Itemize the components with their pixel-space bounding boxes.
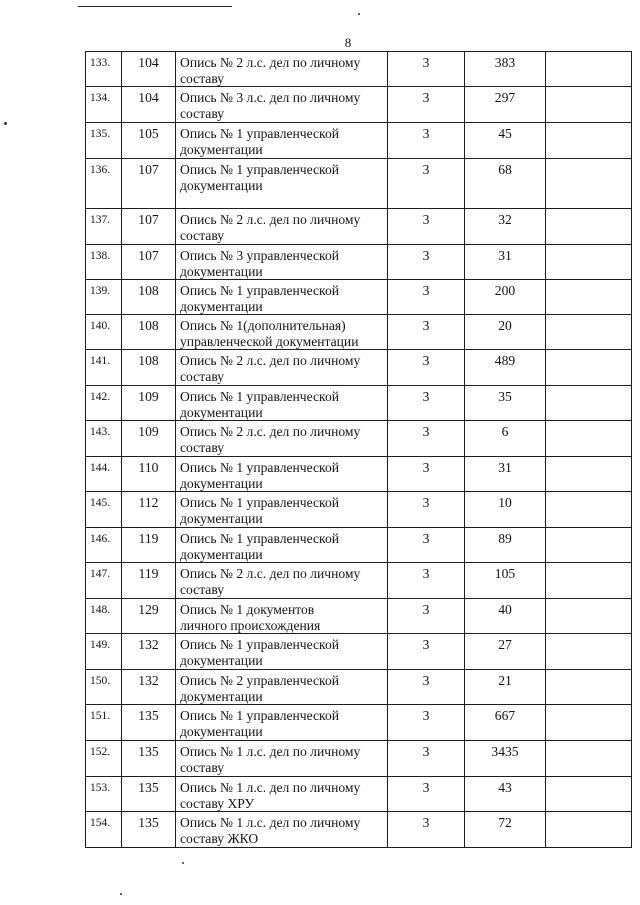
- table-row: [86, 457, 632, 492]
- cell-storage-units: 43: [465, 777, 546, 812]
- cell-inventory-title: [176, 421, 388, 457]
- cell-row-number: 144.: [86, 457, 122, 492]
- inventory-title-line: Опись № 2 л.с. дел по личному: [180, 566, 361, 581]
- cell-storage-units: 489: [465, 350, 546, 386]
- cell-inventory-title: [176, 670, 388, 705]
- cell-row-number: 154.: [86, 812, 122, 848]
- inventory-title-line: Опись № 3 управленческой: [180, 248, 340, 263]
- cell-note: [546, 350, 632, 386]
- cell-fund-number: 107: [122, 159, 176, 209]
- cell-inventory-count: 3: [388, 87, 465, 123]
- inventory-title-line: составу: [180, 70, 225, 86]
- cell-fund-number: 108: [122, 280, 176, 315]
- cell-note: [546, 812, 632, 848]
- cell-fund-number: 132: [122, 670, 176, 705]
- cell-inventory-count: 3: [388, 159, 465, 209]
- cell-inventory-title: [176, 245, 388, 280]
- cell-inventory-title: [176, 209, 388, 245]
- cell-note: [546, 280, 632, 315]
- cell-fund-number: 135: [122, 705, 176, 741]
- cell-storage-units: 200: [465, 280, 546, 315]
- cell-note: [546, 209, 632, 245]
- cell-note: [546, 634, 632, 670]
- cell-storage-units: 10: [465, 492, 546, 528]
- inventory-title-line: Опись № 2 л.с. дел по личному: [180, 424, 361, 439]
- cell-row-number: 145.: [86, 492, 122, 528]
- cell-inventory-count: 3: [388, 741, 465, 777]
- cell-row-number: 153.: [86, 777, 122, 812]
- inventory-title-line: составу: [180, 368, 225, 384]
- cell-inventory-title: [176, 280, 388, 315]
- cell-inventory-count: 3: [388, 421, 465, 457]
- cell-fund-number: 129: [122, 599, 176, 634]
- inventory-title-line: составу: [180, 439, 225, 455]
- cell-note: [546, 386, 632, 421]
- cell-row-number: 137.: [86, 209, 122, 245]
- cell-inventory-count: 3: [388, 492, 465, 528]
- inventory-title-line: Опись № 2 л.с. дел по личному: [180, 353, 361, 368]
- cell-fund-number: 108: [122, 315, 176, 350]
- table-row: [86, 634, 632, 670]
- cell-storage-units: 3435: [465, 741, 546, 777]
- inventory-title-line: Опись № 1 л.с. дел по личному: [180, 780, 361, 795]
- cell-inventory-count: 3: [388, 812, 465, 848]
- cell-fund-number: 110: [122, 457, 176, 492]
- cell-inventory-title: [176, 705, 388, 741]
- cell-inventory-count: 3: [388, 52, 465, 87]
- cell-row-number: 143.: [86, 421, 122, 457]
- inventory-title-line: Опись № 1 управленческой: [180, 708, 340, 723]
- cell-row-number: 140.: [86, 315, 122, 350]
- cell-fund-number: 108: [122, 350, 176, 386]
- cell-storage-units: 72: [465, 812, 546, 848]
- cell-row-number: 150.: [86, 670, 122, 705]
- inventory-title-line: документации: [180, 723, 263, 739]
- cell-inventory-count: 3: [388, 670, 465, 705]
- cell-inventory-count: 3: [388, 457, 465, 492]
- inventory-title-line: личного происхождения: [180, 617, 321, 633]
- cell-inventory-title: [176, 457, 388, 492]
- cell-storage-units: 89: [465, 528, 546, 563]
- table-row: [86, 245, 632, 280]
- cell-note: [546, 123, 632, 159]
- cell-inventory-count: 3: [388, 599, 465, 634]
- table-row: [86, 209, 632, 245]
- inventory-title-line: Опись № 1(дополнительная): [180, 318, 346, 333]
- inventory-title-line: документации: [180, 141, 263, 157]
- cell-storage-units: 105: [465, 563, 546, 599]
- cell-inventory-count: 3: [388, 705, 465, 741]
- cell-note: [546, 87, 632, 123]
- inventory-title-line: Опись № 1 управленческой: [180, 495, 340, 510]
- table-row: [86, 741, 632, 777]
- table-row: [86, 421, 632, 457]
- table-row: [86, 280, 632, 315]
- inventory-title-line: Опись № 2 л.с. дел по личному: [180, 55, 361, 70]
- inventory-title-line: Опись № 1 документов: [180, 602, 315, 617]
- cell-inventory-count: 3: [388, 528, 465, 563]
- inventory-title-line: Опись № 1 управленческой: [180, 531, 340, 546]
- table-row: [86, 705, 632, 741]
- cell-row-number: 147.: [86, 563, 122, 599]
- cell-inventory-title: [176, 315, 388, 350]
- inventory-title-line: документации: [180, 298, 263, 314]
- cell-storage-units: 383: [465, 52, 546, 87]
- inventory-title-line: документации: [180, 177, 263, 193]
- cell-note: [546, 777, 632, 812]
- cell-inventory-count: 3: [388, 280, 465, 315]
- table-row: [86, 159, 632, 209]
- cell-fund-number: 109: [122, 386, 176, 421]
- cell-note: [546, 563, 632, 599]
- inventory-title-line: документации: [180, 510, 263, 526]
- cell-fund-number: 109: [122, 421, 176, 457]
- cell-storage-units: 31: [465, 457, 546, 492]
- cell-row-number: 136.: [86, 159, 122, 209]
- cell-row-number: 134.: [86, 87, 122, 123]
- cell-inventory-title: [176, 741, 388, 777]
- cell-fund-number: 119: [122, 528, 176, 563]
- cell-fund-number: 104: [122, 52, 176, 87]
- cell-note: [546, 705, 632, 741]
- table-row: [86, 528, 632, 563]
- cell-row-number: 133.: [86, 52, 122, 87]
- archive-inventory-table: [85, 51, 632, 848]
- cell-inventory-count: 3: [388, 563, 465, 599]
- table-row: [86, 52, 632, 87]
- cell-row-number: 146.: [86, 528, 122, 563]
- inventory-title-line: Опись № 1 управленческой: [180, 126, 340, 141]
- table-row: [86, 670, 632, 705]
- cell-row-number: 142.: [86, 386, 122, 421]
- inventory-title-line: Опись № 1 управленческой: [180, 283, 340, 298]
- cell-storage-units: 21: [465, 670, 546, 705]
- table-row: [86, 812, 632, 848]
- cell-inventory-title: [176, 812, 388, 848]
- cell-storage-units: 27: [465, 634, 546, 670]
- table-row: [86, 599, 632, 634]
- cell-inventory-count: 3: [388, 634, 465, 670]
- inventory-title-line: Опись № 1 управленческой: [180, 162, 340, 177]
- inventory-title-line: Опись № 2 л.с. дел по личному: [180, 212, 361, 227]
- cell-fund-number: 112: [122, 492, 176, 528]
- cell-fund-number: 105: [122, 123, 176, 159]
- cell-storage-units: 6: [465, 421, 546, 457]
- cell-storage-units: 20: [465, 315, 546, 350]
- inventory-title-line: Опись № 1 л.с. дел по личному: [180, 815, 361, 830]
- cell-row-number: 152.: [86, 741, 122, 777]
- top-rule: [78, 6, 232, 7]
- inventory-title-line: Опись № 1 управленческой: [180, 460, 340, 475]
- cell-storage-units: 297: [465, 87, 546, 123]
- cell-row-number: 135.: [86, 123, 122, 159]
- inventory-title-line: документации: [180, 263, 263, 279]
- inventory-title-line: составу: [180, 227, 225, 243]
- page-number: 8: [344, 35, 352, 50]
- cell-note: [546, 315, 632, 350]
- cell-fund-number: 107: [122, 245, 176, 280]
- inventory-title-line: составу: [180, 105, 225, 121]
- scan-speck: [4, 122, 7, 125]
- inventory-title-line: документации: [180, 652, 263, 668]
- cell-note: [546, 599, 632, 634]
- table-row: [86, 350, 632, 386]
- cell-inventory-count: 3: [388, 245, 465, 280]
- table-row: [86, 315, 632, 350]
- cell-note: [546, 670, 632, 705]
- cell-storage-units: 35: [465, 386, 546, 421]
- cell-row-number: 151.: [86, 705, 122, 741]
- cell-inventory-title: [176, 528, 388, 563]
- table-row: [86, 563, 632, 599]
- scan-speck: [358, 13, 360, 15]
- table-body: [86, 52, 632, 848]
- inventory-title-line: управленческой документации: [180, 333, 359, 349]
- inventory-title-line: Опись № 1 управленческой: [180, 389, 340, 404]
- cell-storage-units: 32: [465, 209, 546, 245]
- cell-fund-number: 107: [122, 209, 176, 245]
- cell-fund-number: 119: [122, 563, 176, 599]
- cell-note: [546, 741, 632, 777]
- cell-note: [546, 457, 632, 492]
- inventory-title-line: Опись № 2 управленческой: [180, 673, 340, 688]
- cell-inventory-title: [176, 350, 388, 386]
- table-row: [86, 386, 632, 421]
- cell-row-number: 138.: [86, 245, 122, 280]
- cell-inventory-count: 3: [388, 123, 465, 159]
- cell-note: [546, 492, 632, 528]
- cell-inventory-title: [176, 159, 388, 209]
- inventory-title-line: документации: [180, 404, 263, 420]
- cell-inventory-title: [176, 634, 388, 670]
- table-row: [86, 777, 632, 812]
- cell-storage-units: 68: [465, 159, 546, 209]
- scan-speck: [182, 862, 184, 864]
- cell-fund-number: 132: [122, 634, 176, 670]
- cell-note: [546, 528, 632, 563]
- cell-row-number: 149.: [86, 634, 122, 670]
- cell-row-number: 141.: [86, 350, 122, 386]
- cell-inventory-title: [176, 87, 388, 123]
- cell-inventory-count: 3: [388, 386, 465, 421]
- table-row: [86, 123, 632, 159]
- inventory-title-line: Опись № 1 управленческой: [180, 637, 340, 652]
- cell-fund-number: 104: [122, 87, 176, 123]
- cell-fund-number: 135: [122, 812, 176, 848]
- cell-note: [546, 245, 632, 280]
- inventory-title-line: Опись № 3 л.с. дел по личному: [180, 90, 361, 105]
- inventory-title-line: составу ХРУ: [180, 795, 255, 811]
- inventory-title-line: составу: [180, 581, 225, 597]
- cell-storage-units: 31: [465, 245, 546, 280]
- cell-note: [546, 159, 632, 209]
- cell-inventory-title: [176, 386, 388, 421]
- inventory-title-line: документации: [180, 688, 263, 704]
- cell-inventory-title: [176, 599, 388, 634]
- inventory-title-line: документации: [180, 546, 263, 562]
- cell-inventory-count: 3: [388, 209, 465, 245]
- cell-storage-units: 40: [465, 599, 546, 634]
- cell-storage-units: 45: [465, 123, 546, 159]
- inventory-title-line: составу: [180, 759, 225, 775]
- inventory-title-line: документации: [180, 475, 263, 491]
- cell-inventory-title: [176, 492, 388, 528]
- cell-note: [546, 52, 632, 87]
- cell-inventory-title: [176, 123, 388, 159]
- cell-inventory-count: 3: [388, 315, 465, 350]
- cell-fund-number: 135: [122, 741, 176, 777]
- cell-inventory-count: 3: [388, 350, 465, 386]
- cell-row-number: 139.: [86, 280, 122, 315]
- cell-inventory-title: [176, 52, 388, 87]
- inventory-title-line: составу ЖКО: [180, 830, 259, 846]
- inventory-title-line: Опись № 1 л.с. дел по личному: [180, 744, 361, 759]
- cell-inventory-title: [176, 777, 388, 812]
- table-row: [86, 492, 632, 528]
- cell-note: [546, 421, 632, 457]
- cell-inventory-count: 3: [388, 777, 465, 812]
- scan-speck: [120, 893, 122, 895]
- cell-storage-units: 667: [465, 705, 546, 741]
- cell-fund-number: 135: [122, 777, 176, 812]
- cell-row-number: 148.: [86, 599, 122, 634]
- table-row: [86, 87, 632, 123]
- cell-inventory-title: [176, 563, 388, 599]
